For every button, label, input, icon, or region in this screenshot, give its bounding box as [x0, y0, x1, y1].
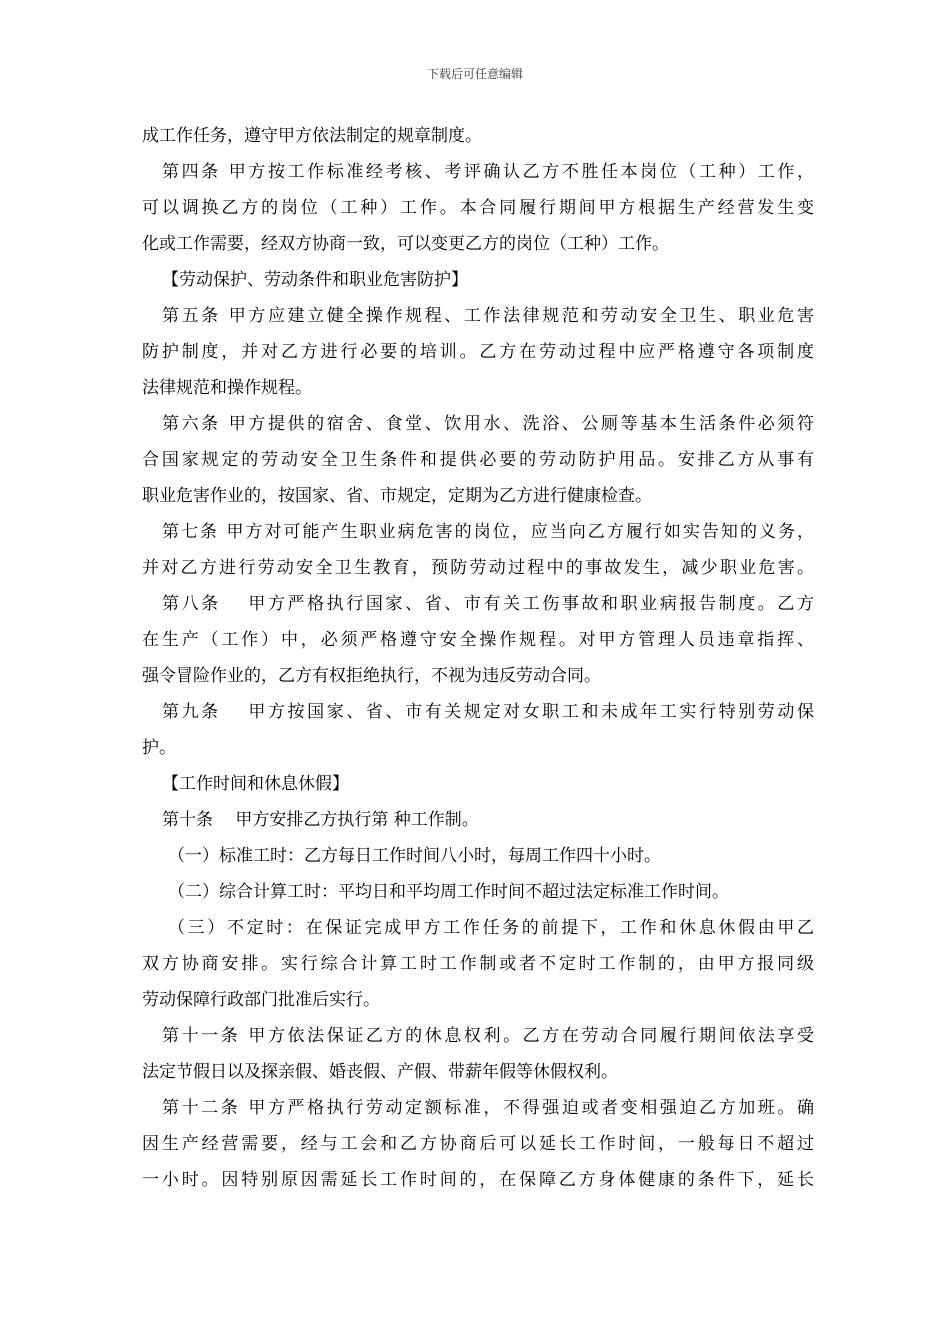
- text-line: 第十二条 甲方严格执行劳动定额标准，不得强迫或者变相强迫乙方加班。确: [162, 1098, 814, 1118]
- text-line: 化或工作需要，经双方协商一致，可以变更乙方的岗位（工种）工作。: [142, 234, 669, 254]
- text-line: 护。: [142, 738, 176, 758]
- text-line: 第六条 甲方提供的宿舍、食堂、饮用水、洗浴、公厕等基本生活条件必须符: [162, 414, 814, 434]
- text-line: （一）标准工时：乙方每日工作时间八小时，每周工作四十小时。: [168, 846, 661, 866]
- text-line: 成工作任务，遵守甲方依法制定的规章制度。: [142, 126, 482, 146]
- text-line: 第五条 甲方应建立健全操作规程、工作法律规范和劳动安全卫生、职业危害: [162, 306, 814, 326]
- text-line: 劳动保障行政部门批准后实行。: [142, 990, 380, 1010]
- text-line: 法定节假日以及探亲假、婚丧假、产假、带薪年假等休假权利。: [142, 1062, 618, 1082]
- text-line: 因生产经营需要，经与工会和乙方协商后可以延长工作时间，一般每日不超过: [142, 1134, 814, 1154]
- text-line: 可以调换乙方的岗位（工种）工作。本合同履行期间甲方根据生产经营发生变: [142, 198, 814, 218]
- text-line: 第十条 甲方安排乙方执行第 种工作制。: [162, 810, 479, 830]
- text-line: 强令冒险作业的，乙方有权拒绝执行，不视为违反劳动合同。: [142, 666, 601, 686]
- text-line: 防护制度，并对乙方进行必要的培训。乙方在劳动过程中应严格遵守各项制度: [142, 342, 814, 362]
- text-line: 一小时。因特别原因需延长工作时间的，在保障乙方身体健康的条件下，延长: [142, 1170, 814, 1190]
- page-header-note: 下载后可任意编辑: [426, 67, 523, 81]
- text-line: 法律规范和操作规程。: [142, 378, 312, 398]
- text-line: 【劳动保护、劳动条件和职业危害防护】: [162, 270, 468, 290]
- text-line: 职业危害作业的，按国家、省、市规定，定期为乙方进行健康检查。: [142, 486, 652, 506]
- text-line: 第七条 甲方对可能产生职业病危害的岗位，应当向乙方履行如实告知的义务，: [162, 522, 814, 542]
- text-line: 第八条 甲方严格执行国家、省、市有关工伤事故和职业病报告制度。乙方: [162, 594, 814, 614]
- text-line: （二）综合计算工时：平均日和平均周工作时间不超过法定标准工作时间。: [168, 882, 729, 902]
- text-line: 第十一条 甲方依法保证乙方的休息权利。乙方在劳动合同履行期间依法享受: [162, 1026, 814, 1046]
- text-line: 第四条 甲方按工作标准经考核、考评确认乙方不胜任本岗位（工种）工作，: [162, 162, 814, 182]
- text-line: 双方协商安排。实行综合计算工时工作制或者不定时工作制的，由甲方报同级: [142, 954, 814, 974]
- text-line: 【工作时间和休息休假】: [162, 774, 349, 794]
- document-body: [142, 118, 814, 1198]
- text-line: 并对乙方进行劳动安全卫生教育，预防劳动过程中的事故发生，减少职业危害。: [142, 558, 814, 578]
- text-line: 第九条 甲方按国家、省、市有关规定对女职工和未成年工实行特别劳动保: [162, 702, 814, 722]
- text-line: （三）不定时：在保证完成甲方工作任务的前提下，工作和休息休假由甲乙: [168, 918, 814, 938]
- text-line: 在生产（工作）中，必须严格遵守安全操作规程。对甲方管理人员违章指挥、: [142, 630, 814, 650]
- text-line: 合国家规定的劳动安全卫生条件和提供必要的劳动防护用品。安排乙方从事有: [142, 450, 814, 470]
